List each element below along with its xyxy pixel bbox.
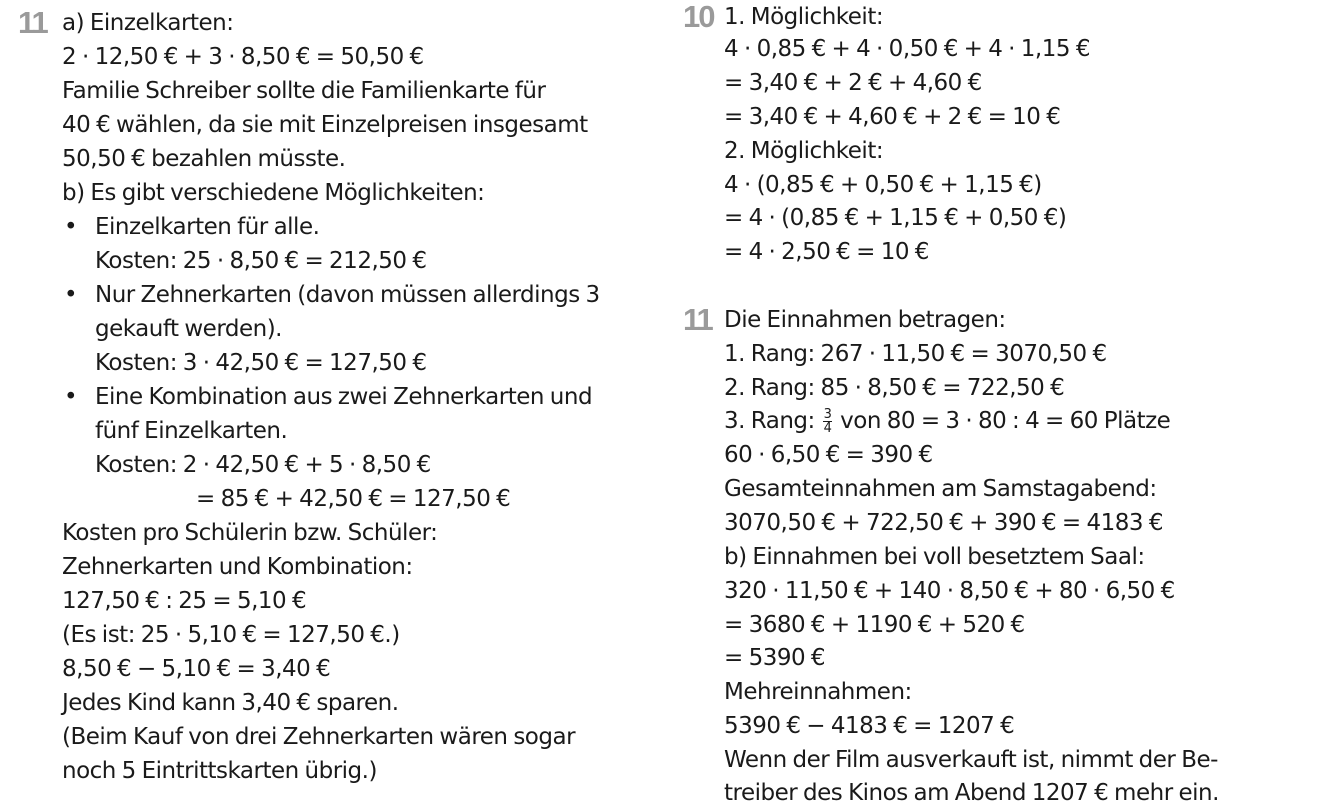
text-line: 127,50 € : 25 = 5,10 € xyxy=(62,588,307,614)
text-line-with-fraction xyxy=(724,404,1170,438)
text-line: Gesamteinnahmen am Samstagabend: xyxy=(724,476,1157,502)
text-line: Einzelkarten für alle. xyxy=(95,214,320,240)
text-line: = 4 · 2,50 € = 10 € xyxy=(724,239,929,265)
text-line: = 3680 € + 1190 € + 520 € xyxy=(724,612,1025,638)
text-line: 4 · 0,85 € + 4 · 0,50 € + 4 · 1,15 € xyxy=(724,36,1090,62)
text-line: = 4 · (0,85 € + 1,15 € + 0,50 €) xyxy=(724,205,1067,231)
text-line: = 85 € + 42,50 € = 127,50 € xyxy=(196,486,511,512)
text-line: Mehreinnahmen: xyxy=(724,679,912,705)
text-line: gekauft werden). xyxy=(95,316,282,342)
text-line: 4 · (0,85 € + 0,50 € + 1,15 €) xyxy=(724,172,1042,198)
text-line: b) Einnahmen bei voll besetztem Saal: xyxy=(724,544,1145,570)
exercise-number-11-right: 11 xyxy=(683,302,712,337)
text-line: 2. Möglichkeit: xyxy=(724,138,884,164)
text-line: (Beim Kauf von drei Zehnerkarten wären sogar xyxy=(62,724,576,750)
fraction-numerator: 3 xyxy=(823,407,832,422)
text-line: Nur Zehnerkarten (davon müssen allerdings 3 xyxy=(95,282,600,308)
text-line: Kosten: 2 · 42,50 € + 5 · 8,50 € xyxy=(95,452,431,478)
text-line: Kosten: 25 · 8,50 € = 212,50 € xyxy=(95,248,427,274)
text-line: 320 · 11,50 € + 140 · 8,50 € + 80 · 6,50 € xyxy=(724,578,1175,604)
exercise-number-11-left: 11 xyxy=(18,5,47,40)
text-line: = 5390 € xyxy=(724,645,826,671)
fraction-text: von 80 = 3 · 80 : 4 = 60 Plätze xyxy=(840,408,1171,434)
text-line: Kosten: 3 · 42,50 € = 127,50 € xyxy=(95,350,427,376)
bullet-icon: • xyxy=(64,214,78,240)
bullet-icon: • xyxy=(64,384,78,410)
text-line: 1. Möglichkeit: xyxy=(724,4,884,30)
text-line: Die Einnahmen betragen: xyxy=(724,307,1006,333)
text-line: fünf Einzelkarten. xyxy=(95,418,288,444)
bullet-icon: • xyxy=(64,282,78,308)
text-line: 1. Rang: 267 · 11,50 € = 3070,50 € xyxy=(724,341,1107,367)
text-line: = 3,40 € + 2 € + 4,60 € xyxy=(724,70,982,96)
text-line: 8,50 € − 5,10 € = 3,40 € xyxy=(62,656,331,682)
text-line: treiber des Kinos am Abend 1207 € mehr ein. xyxy=(724,780,1219,806)
text-line: 3070,50 € + 722,50 € + 390 € = 4183 € xyxy=(724,510,1163,536)
text-line: 2. Rang: 85 · 8,50 € = 722,50 € xyxy=(724,375,1065,401)
text-line: 60 · 6,50 € = 390 € xyxy=(724,442,933,468)
text-line: Eine Kombination aus zwei Zehnerkarten und xyxy=(95,384,593,410)
text-line: Familie Schreiber sollte die Familienkarte für xyxy=(62,78,546,104)
fraction xyxy=(823,408,833,435)
text-line: 5390 € − 4183 € = 1207 € xyxy=(724,713,1015,739)
rank-label: 3. Rang: xyxy=(724,408,815,434)
text-line: Wenn der Film ausverkauft ist, nimmt der Be- xyxy=(724,747,1218,773)
text-line: Zehnerkarten und Kombination: xyxy=(62,554,413,580)
text-line: noch 5 Eintrittskarten übrig.) xyxy=(62,758,377,784)
text-line: 40 € wählen, da sie mit Einzelpreisen insgesamt xyxy=(62,112,588,138)
exercise-number-10: 10 xyxy=(683,0,714,34)
text-line: (Es ist: 25 · 5,10 € = 127,50 €.) xyxy=(62,622,400,648)
text-line: 2 · 12,50 € + 3 · 8,50 € = 50,50 € xyxy=(62,44,424,70)
text-line: = 3,40 € + 4,60 € + 2 € = 10 € xyxy=(724,104,1061,130)
text-line: Kosten pro Schülerin bzw. Schüler: xyxy=(62,520,438,546)
text-line: b) Es gibt verschiedene Möglichkeiten: xyxy=(62,180,485,206)
fraction-denominator: 4 xyxy=(823,421,832,436)
text-line: Jedes Kind kann 3,40 € sparen. xyxy=(62,690,399,716)
text-line: 50,50 € bezahlen müsste. xyxy=(62,146,346,172)
text-line: a) Einzelkarten: xyxy=(62,10,234,36)
